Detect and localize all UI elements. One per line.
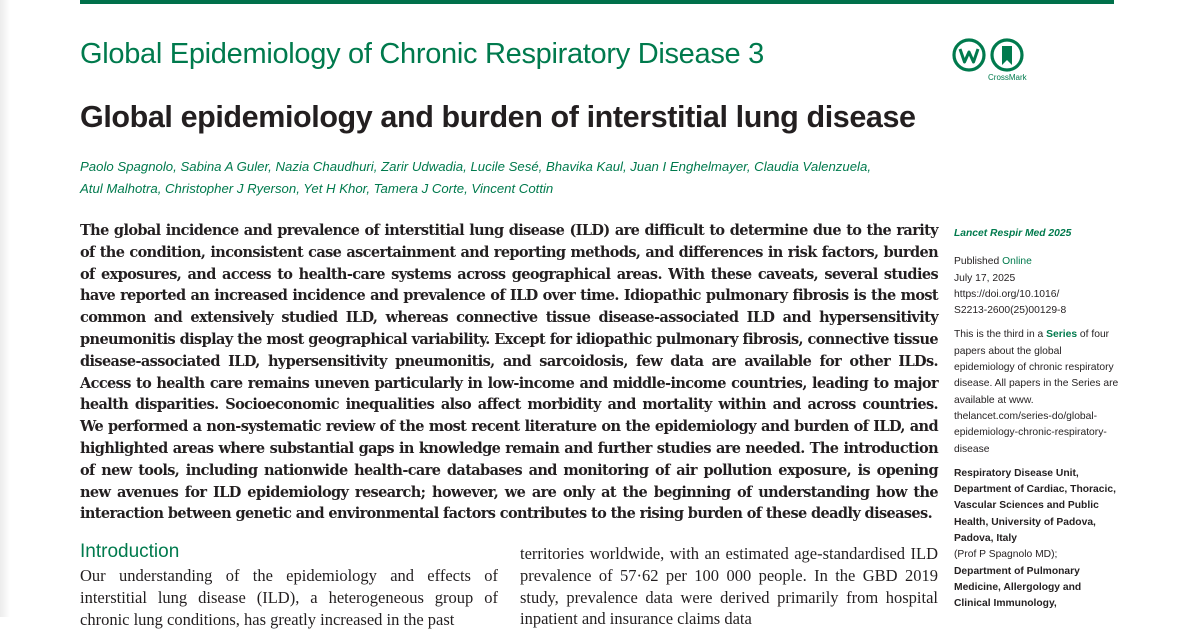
abstract-text: The global incidence and prevalence of interstitial lung disease (ILD) are difficult to determine due to the rarity of the condition, inconsistent case ascertainment and reporting methods, and differences in risk factors, burden of exposures, and access to health-care systems across geographical areas. With these caveats, several studies have reported an increased incidence and prevalence of ILD over time. Idiopathic pulmonary fibrosis is the most common and extensively studied ILD, whereas connective tissue disease-associated ILD and hypersensitivity pneumonitis display the most geographical variability. Except for idiopathic pulmonary fibrosis, connective tissue disease-associated ILD, hypersensitivity pneumonitis, and sarcoidosis, few data are available for other ILDs. Access to health care remains uneven particularly in low-income and middle-income countries, leading to major health disparities. Socioeconomic inequalities also affect morbidity and mortality within and across countries. We performed a non-systematic review of the most recent literature on the epidemiology and burden of ILD, and highlighted areas where substantial gaps in knowledge remain and further studies are needed. The introduction of new tools, including nationwide health-care databases and monitoring of air pollution exposure, is opening new avenues for ILD epidemiology research; however, we are only at the beginning of understanding how the interaction between genetic and environmental factors contributes to the rising burden of these deadly diseases. <box>80 222 938 523</box>
doi-line-2[interactable]: S2213-2600(25)00129-8 <box>954 305 1067 317</box>
author-line-1: Paolo Spagnolo, Sabina A Guler, Nazia Chaudhuri, Zarir Udwadia, Lucile Sesé, Bhavika Kaul, Juan I Enghelmayer, Claudia Valenzuela, <box>80 159 871 174</box>
author-line-2: Atul Malhotra, Christopher J Ryerson, Yet H Khor, Tamera J Corte, Vincent Cottin <box>80 181 554 196</box>
affiliation-2: Department of Pulmonary Medicine, Allergology and Clinical Immunology, <box>954 565 1082 610</box>
published-line <box>954 254 1119 270</box>
journal-citation: Lancet Respir Med 2025 <box>954 228 1072 239</box>
published-prefix: Published <box>954 256 1003 268</box>
published-online-link[interactable]: Online <box>1002 256 1032 268</box>
article-sidebar <box>954 226 1119 613</box>
crossmark-label: CrossMark <box>988 73 1027 82</box>
doi-line-1[interactable]: https://doi.org/10.1016/ <box>954 288 1060 300</box>
article-title: Global epidemiology and burden of interstitial lung disease <box>80 100 916 134</box>
affiliation-1-author: (Prof P Spagnolo MD); <box>954 549 1058 561</box>
open-access-w-icon[interactable] <box>952 38 986 72</box>
header-rule <box>80 0 1114 4</box>
series-note-prefix: This is the third in a <box>954 329 1047 341</box>
body-column-left: Our understanding of the epidemiology and effects of interstitial lung disease (ILD), a heterogeneous group of chronic lung conditions, has greatly increased in the past <box>80 566 498 629</box>
introduction-heading: Introduction <box>80 541 180 562</box>
series-note <box>954 327 1119 457</box>
series-link[interactable]: Series <box>1046 329 1078 341</box>
series-note-text: of four papers about the global epidemiology of chronic respiratory disease. All papers in the Series are available at www. thelancet.com/series-do/global-epidemiology-chronic-respiratory-disease <box>954 329 1119 455</box>
affiliation-1: Respiratory Disease Unit, Department of Cardiac, Thoracic, Vascular Sciences and Public Health, University of Padova, Padova, Italy <box>954 467 1116 545</box>
crossmark-bookmark-icon[interactable] <box>990 38 1024 72</box>
author-list <box>80 156 900 200</box>
series-title: Global Epidemiology of Chronic Respiratory Disease 3 <box>80 38 764 70</box>
page-edge-shadow <box>0 0 10 617</box>
published-date: July 17, 2025 <box>954 272 1016 284</box>
header-logos <box>952 38 1032 84</box>
body-column-right: territories worldwide, with an estimated age-standardised ILD prevalence of 57·62 per 100 000 people. In the GBD 2019 study, prevalence data were derived primarily from hospital inpatient and insurance claims data <box>520 544 938 629</box>
